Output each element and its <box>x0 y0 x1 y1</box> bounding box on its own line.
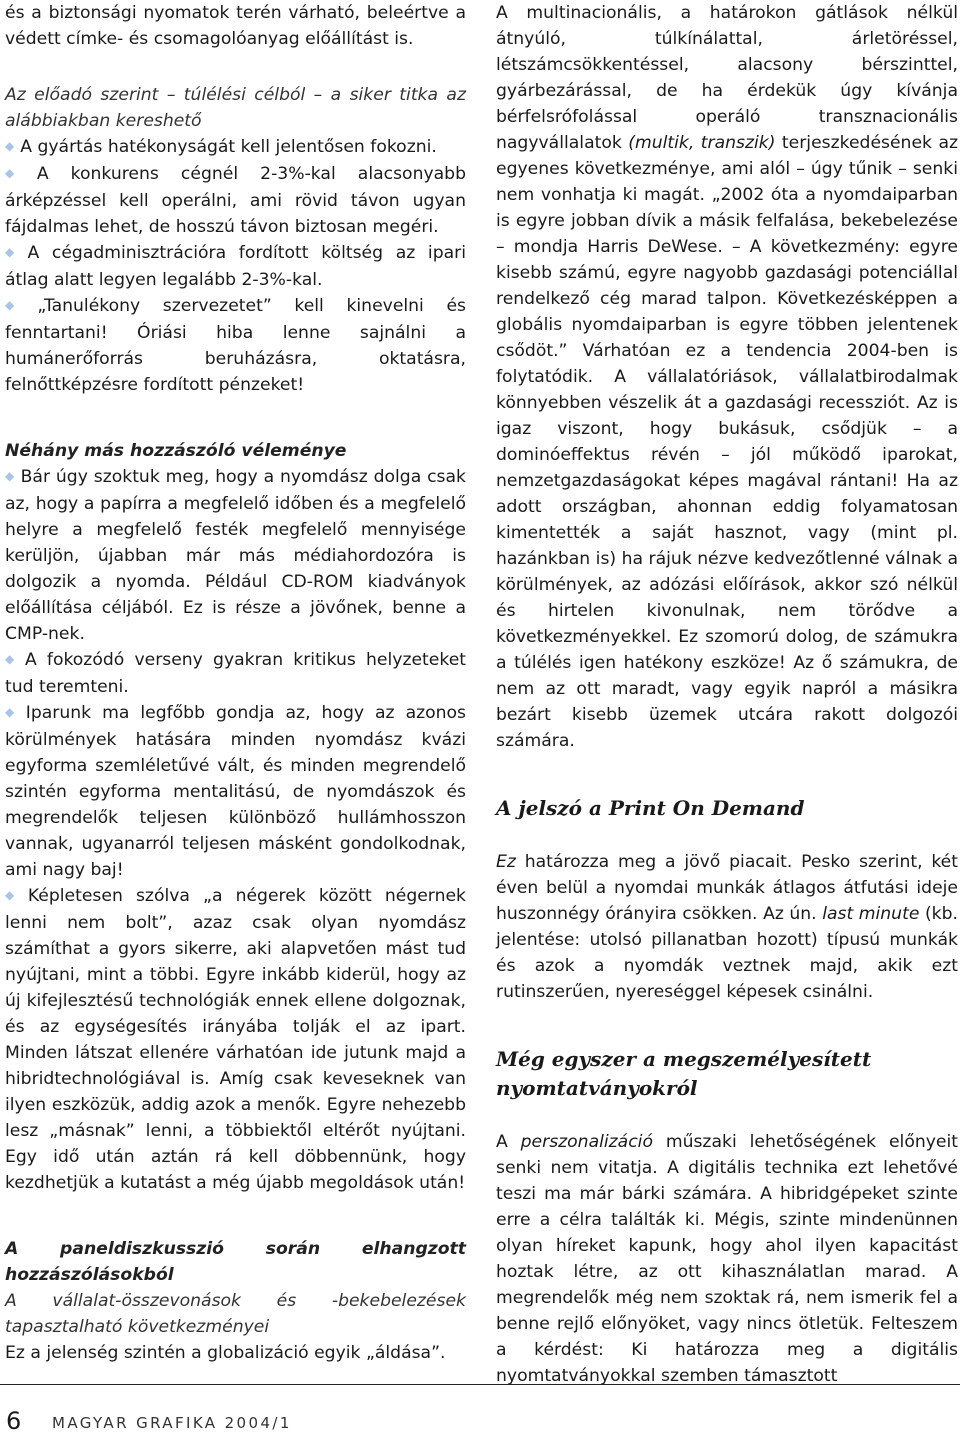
pod-paragraph: Ez határozza meg a jövő piacait. Pesko szerint, két éven belül a nyomdai munkák átlagos átfutási ideje huszonnégy órányira csökken. Az ún. last minute (kb. jelentése: utolsó pillanatban hozott) típusú munkák és azok a nyomdák veztnek majd, akik ezt rutinszerűen, nyereséggel képesek csinálni. <box>496 852 958 1002</box>
magazine-title: MAGYAR GRAFIKA 2004/1 <box>52 1414 292 1432</box>
closing-line: Ez a jelenség szintén a globalizáció egyik „áldása”. <box>5 1343 446 1363</box>
page-number: 6 <box>6 1407 22 1435</box>
section-heading-opinions: Néhány más hozzászóló véleménye <box>5 441 347 461</box>
section-subheading: A vállalat-összevonások és -bekebelezések tapasztalható következményei <box>5 1291 466 1337</box>
list-item: ◆ Képletesen szólva „a négerek között négernek lenni nem bolt”, azaz csak olyan nyomdász számíthat a gyors sikerre, aki alapvetően mást tud nyújtani, mint a többi. Egyre inkább kiderül, hogy az új kifejlesztésű technológiák ennek ellene dolgoznak, és az egységesítés irányába tolják el az ipart. Minden látszat ellenére várhatóan ide jutunk majd a hibridtechnológiával is. Amíg csak keveseknek van ilyen eszközük, addig azok a menők. Egyre nehezebb lesz „másnak” lenni, a többiektől eltérőt nyújtani. Egy idő után aztán rá kell döbbennünk, hogy kezdhetjük a kutatást a még újabb megoldások után! <box>5 883 466 1196</box>
list-item: ◆ A cégadminisztrációra fordított költség az ipari átlag alatt legyen legalább 2-3%-kal. <box>5 240 466 293</box>
section-heading-pod: A jelszó a Print On Demand <box>496 796 805 820</box>
list-item: ◆ „Tanulékony szervezetet” kell kinevelni és fenntartani! Óriási hiba lenne sajnálni a humánerőforrás beruházásra, oktatásra, felnőttképzésre fordított pénzeket! <box>5 293 466 398</box>
list-item: ◆ Iparunk ma legfőbb gondja az, hogy az azonos körülmények hatására minden nyomdász kvázi egyforma szemléletűvé vált, és minden megrendelő szintén egyforma mentalitású, de nyomdászok és megrendelők teljesen különböző hullámhosszon vannak, ugyanarról teljesen másként gondolkodnak, ami nagy baj! <box>5 700 466 883</box>
lead-in: Az előadó szerint – túlélési célból – a siker titka az alábbiakban kereshető <box>5 85 466 131</box>
intro-paragraph: és a biztonsági nyomatok terén várható, beleértve a védett címke- és csomagolóanyag előállítást is. <box>5 3 466 49</box>
list-item: ◆ Bár úgy szoktuk meg, hogy a nyomdász dolga csak az, hogy a papírra a megfelelő időben és a megfelelő helyre a megfelelő festék megfelelő mennyisége kerüljön, újabban már más médiahordozóra is dolgozik a nyomda. Például CD-ROM kiadványok előállítása céljából. Ez is része a jövőnek, benne a CMP-nek. <box>5 464 466 647</box>
right-column <box>496 0 958 1389</box>
personalization-paragraph: A perszonalizáció műszaki lehetőségének előnyeit senki nem vitatja. A digitális technika ezt lehetővé teszi ma már bárki számára. A hibridgépeket szinte erre a célra találták ki. Mégis, szinte mindenünnen olyan híreket kapunk, hogy ahol ilyen kapacitást hoztak létre, az ott kihasználatlan marad. A megrendelők még nem szoktak rá, nem ismerik fel a benne rejlő előnyöket, vagy nincs ötletük. Felteszem a kérdést: Ki határozza meg a digitális nyomtatványokkal szemben támasztott <box>496 1132 958 1386</box>
section-heading-personalized: Még egyszer a megszemélyesített nyomtatványokról <box>496 1047 872 1100</box>
section-heading-panel: A paneldiszkusszió során elhangzott hozzászólásokból <box>5 1239 466 1285</box>
list-item: ◆ A fokozódó verseny gyakran kritikus helyzeteket tud teremteni. <box>5 647 466 700</box>
multinational-paragraph: A multinacionális, a határokon gátlások nélkül átnyúló, túlkínálattal, árletöréssel, létszámcsökkentéssel, alacsony bérszinttel, gyárbezárással, de ha érdekük úgy kívánja bérfelsrófolással operáló transznacionális nagyvállalatok (multik, transzik) terjeszkedésének az egyenes következménye, ami alól – úgy tűnik – senki nem vonhatja ki magát. „2002 óta a nyomdaiparban is egyre jobban dívik a másik felfalása, bekebelezése – mondja Harris DeWese. – A következmény: egyre kisebb számú, egyre nagyobb gazdasági potenciállal rendelkező cég marad talpon. Következésképpen a globális nyomdaiparban is egyre többen jelentenek csődöt.” Várhatóan ez a tendencia 2004-ben is folytatódik. A vállalatóriások, vállalatbirodalmak könnyebben vészelik át a gazdasági recessziót. Az is igaz viszont, hogy bukásuk, csődjük – a dominóeffektus révén – jól működő iparokat, nemzetgazdaságokat képes magával rántani! Ha az adott országban, ahonnan eddig folyamatosan kimentették a saját hasznot, vagy (mint pl. hazánkban is) ha rájuk nézve kedvezőtlenné válnak a körülmények, az adózási előírások, akkor szó nélkül és hirtelen kivonulnak, nem törődve a következményekkel. Ez szomorú dolog, de számukra a túlélés igen hatékony eszköze! Az ő számukra, de nem az ott maradt, vagy egyik napról a másikra bezárt kisebb üzemek utcára rakott dolgozói számára. <box>496 3 958 751</box>
list-item: ◆ A gyártás hatékonyságát kell jelentősen fokozni. <box>5 134 466 161</box>
list-item: ◆ A konkurens cégnél 2-3%-kal alacsonyabb árképzéssel kell operálni, ami rövid távon ugyan fájdalmas lehet, de hosszú távon biztosan megéri. <box>5 161 466 240</box>
left-column <box>5 0 466 1366</box>
footer-rule <box>0 1384 960 1385</box>
